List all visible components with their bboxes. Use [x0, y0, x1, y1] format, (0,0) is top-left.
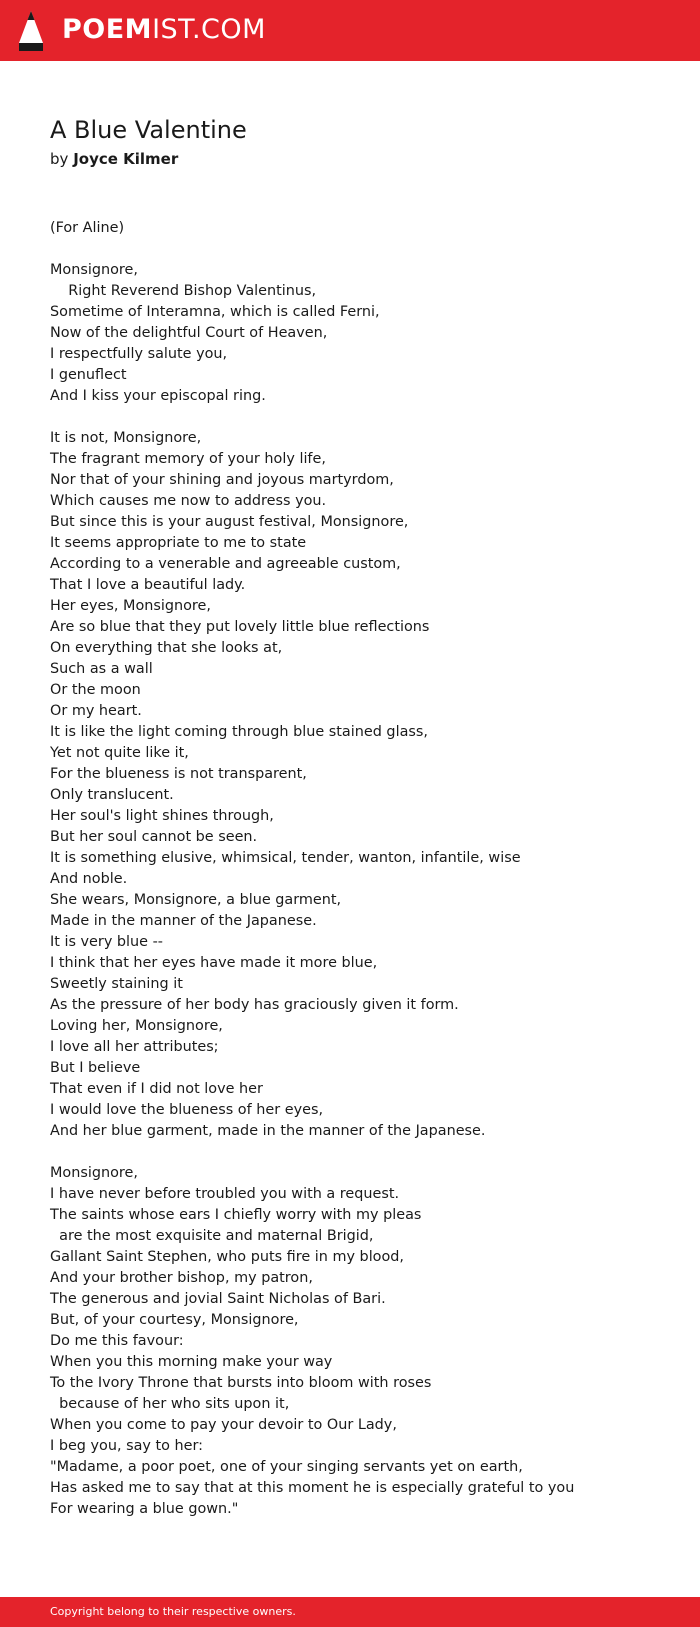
poem-title: A Blue Valentine [50, 116, 247, 144]
poem-line: But her soul cannot be seen. [50, 829, 258, 845]
logo-bold-text: POEM [62, 14, 153, 45]
poem-line: I think that her eyes have made it more blue, [50, 955, 378, 971]
poem-line: And I kiss your episcopal ring. [50, 388, 266, 404]
copyright-notice: Copyright belong to their respective owners. [50, 1605, 296, 1618]
poem-line: Right Reverend Bishop Valentinus, [50, 283, 317, 299]
poem-line: I have never before troubled you with a request. [50, 1186, 400, 1202]
poem-line [50, 1142, 650, 1163]
poem-line: And your brother bishop, my patron, [50, 1270, 313, 1286]
poem-line: Made in the manner of the Japanese. [50, 913, 317, 929]
poem-line: For the blueness is not transparent, [50, 766, 307, 782]
poem-line: I love all her attributes; [50, 1039, 219, 1055]
poem-line: Sometime of Interamna, which is called Ferni, [50, 304, 380, 320]
poem-line: When you this morning make your way [50, 1354, 333, 1370]
poem-line: And her blue garment, made in the manner of the Japanese. [50, 1123, 486, 1139]
poem-line: Are so blue that they put lovely little blue reflections [50, 619, 430, 635]
poem-line: I respectfully salute you, [50, 346, 228, 362]
poem-line: Monsignore, [50, 1165, 138, 1181]
poem-line: Now of the delightful Court of Heaven, [50, 325, 328, 341]
poem-line: The saints whose ears I chiefly worry with my pleas [50, 1207, 422, 1223]
poem-line: Nor that of your shining and joyous martyrdom, [50, 472, 394, 488]
poem-line: Yet not quite like it, [50, 745, 189, 761]
poem-line: It seems appropriate to me to state [50, 535, 307, 551]
poem-line: Which causes me now to address you. [50, 493, 327, 509]
poem-line: are the most exquisite and maternal Brigid, [50, 1228, 374, 1244]
poem-line: Loving her, Monsignore, [50, 1018, 223, 1034]
poem-line: But, of your courtesy, Monsignore, [50, 1312, 299, 1328]
poem-line: That I love a beautiful lady. [50, 577, 246, 593]
poem-line [50, 407, 650, 428]
poem-line: It is like the light coming through blue stained glass, [50, 724, 428, 740]
poem-line: It is something elusive, whimsical, tender, wanton, infantile, wise [50, 850, 521, 866]
poem-body [50, 218, 650, 1520]
pencil-tip-icon[interactable] [18, 9, 44, 51]
poem-line: But I believe [50, 1060, 141, 1076]
poem-line: But since this is your august festival, Monsignore, [50, 514, 409, 530]
poem-line: Or the moon [50, 682, 141, 698]
poem-line: On everything that she looks at, [50, 640, 283, 656]
poem-line: When you come to pay your devoir to Our Lady, [50, 1417, 397, 1433]
poem-line: I genuflect [50, 367, 127, 383]
poem-line: Sweetly staining it [50, 976, 183, 992]
poem-line: "Madame, a poor poet, one of your singing servants yet on earth, [50, 1459, 523, 1475]
logo-light-text: IST.COM [152, 14, 266, 45]
poem-line: Her soul's light shines through, [50, 808, 274, 824]
poem-line: That even if I did not love her [50, 1081, 263, 1097]
site-header [0, 0, 700, 61]
poem-line: For wearing a blue gown." [50, 1501, 239, 1517]
poem-line: It is very blue -- [50, 934, 163, 950]
poem-line: To the Ivory Throne that bursts into bloom with roses [50, 1375, 432, 1391]
poem-line: It is not, Monsignore, [50, 430, 202, 446]
poem-line: Gallant Saint Stephen, who puts fire in my blood, [50, 1249, 405, 1265]
poem-line: Her eyes, Monsignore, [50, 598, 211, 614]
site-logo[interactable] [62, 13, 266, 47]
poem-line: And noble. [50, 871, 128, 887]
poem-line [50, 239, 650, 260]
poem-line: (For Aline) [50, 220, 125, 236]
author-link[interactable]: Joyce Kilmer [73, 150, 179, 168]
poem-line: As the pressure of her body has graciously given it form. [50, 997, 459, 1013]
poem-line: I would love the blueness of her eyes, [50, 1102, 324, 1118]
poem-line: Only translucent. [50, 787, 174, 803]
poem-line: Such as a wall [50, 661, 153, 677]
poem-line: The fragrant memory of your holy life, [50, 451, 326, 467]
poem-line: She wears, Monsignore, a blue garment, [50, 892, 342, 908]
poem-line: The generous and jovial Saint Nicholas of Bari. [50, 1291, 386, 1307]
poem-line: Has asked me to say that at this moment he is especially grateful to you [50, 1480, 575, 1496]
byline [50, 148, 178, 170]
by-label: by [50, 150, 69, 168]
poem-line: because of her who sits upon it, [50, 1396, 290, 1412]
poem-line: I beg you, say to her: [50, 1438, 204, 1454]
site-footer [0, 1597, 700, 1627]
poem-line: Or my heart. [50, 703, 142, 719]
poem-line: Monsignore, [50, 262, 138, 278]
poem-line: Do me this favour: [50, 1333, 184, 1349]
poem-line: According to a venerable and agreeable custom, [50, 556, 401, 572]
